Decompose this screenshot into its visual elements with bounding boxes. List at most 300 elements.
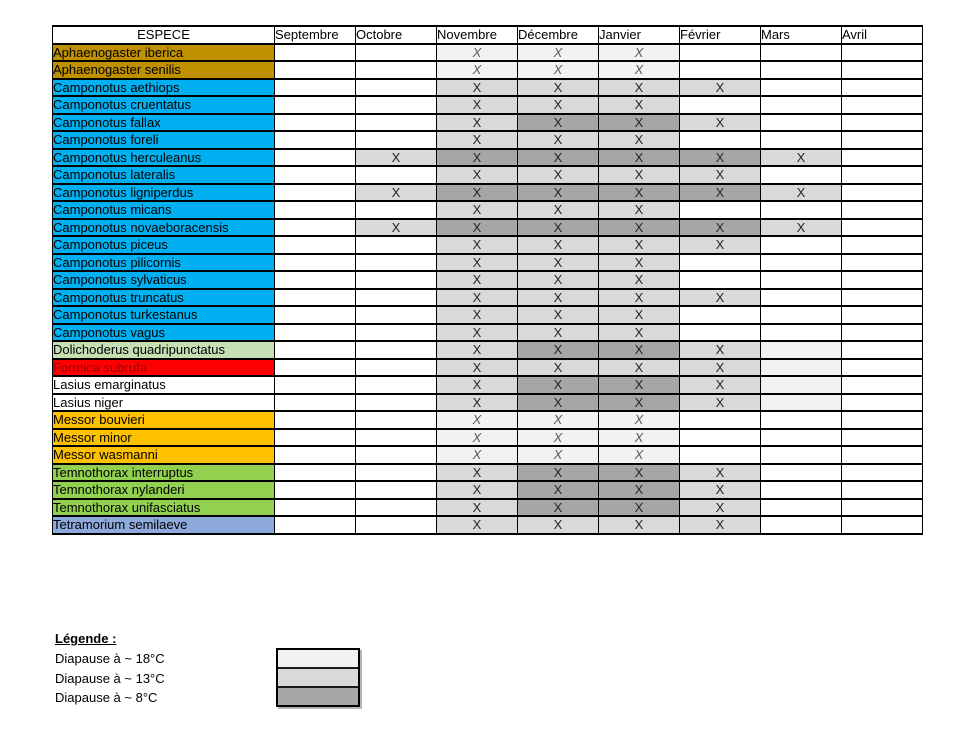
legend-swatch-8c	[278, 686, 358, 705]
month-cell-fevrier: X	[680, 79, 761, 97]
month-cell-octobre	[356, 44, 437, 62]
table-row	[53, 464, 923, 482]
species-cell-lasius-niger: Lasius niger	[53, 394, 275, 412]
month-cell-octobre	[356, 271, 437, 289]
month-cell-janvier: X	[599, 306, 680, 324]
month-cell-novembre: X	[437, 201, 518, 219]
month-cell-avril	[842, 516, 923, 534]
month-cell-septembre	[275, 289, 356, 307]
month-cell-fevrier	[680, 131, 761, 149]
month-cell-fevrier: X	[680, 359, 761, 377]
month-cell-octobre	[356, 96, 437, 114]
table-row	[53, 324, 923, 342]
month-cell-fevrier: X	[680, 376, 761, 394]
month-cell-decembre: X	[518, 131, 599, 149]
column-header-decembre: Décembre	[518, 26, 599, 44]
month-cell-decembre: X	[518, 516, 599, 534]
table-row	[53, 306, 923, 324]
species-cell-camponotus-piceus: Camponotus piceus	[53, 236, 275, 254]
month-cell-septembre	[275, 516, 356, 534]
month-cell-septembre	[275, 499, 356, 517]
month-cell-octobre	[356, 114, 437, 132]
month-cell-avril	[842, 219, 923, 237]
month-cell-septembre	[275, 166, 356, 184]
month-cell-novembre: X	[437, 271, 518, 289]
month-cell-avril	[842, 289, 923, 307]
column-header-janvier: Janvier	[599, 26, 680, 44]
month-cell-decembre: X	[518, 44, 599, 62]
month-cell-fevrier	[680, 201, 761, 219]
species-cell-temnothorax-interruptus: Temnothorax interruptus	[53, 464, 275, 482]
month-cell-octobre	[356, 254, 437, 272]
table-row	[53, 481, 923, 499]
month-cell-fevrier	[680, 61, 761, 79]
month-cell-mars	[761, 44, 842, 62]
month-cell-septembre	[275, 79, 356, 97]
table-row	[53, 341, 923, 359]
month-cell-septembre	[275, 236, 356, 254]
month-cell-novembre: X	[437, 324, 518, 342]
month-cell-fevrier	[680, 44, 761, 62]
species-cell-dolichoderus-quadripunctatus: Dolichoderus quadripunctatus	[53, 341, 275, 359]
month-cell-janvier: X	[599, 289, 680, 307]
month-cell-fevrier	[680, 411, 761, 429]
month-cell-novembre: X	[437, 184, 518, 202]
table-row	[53, 79, 923, 97]
month-cell-novembre: X	[437, 149, 518, 167]
month-cell-decembre: X	[518, 254, 599, 272]
species-cell-camponotus-sylvaticus: Camponotus sylvaticus	[53, 271, 275, 289]
month-cell-janvier: X	[599, 464, 680, 482]
month-cell-fevrier: X	[680, 464, 761, 482]
species-cell-tetramorium-semilaeve: Tetramorium semilaeve	[53, 516, 275, 534]
month-cell-decembre: X	[518, 79, 599, 97]
table-row	[53, 516, 923, 534]
month-cell-mars	[761, 376, 842, 394]
month-cell-fevrier	[680, 254, 761, 272]
month-cell-novembre: X	[437, 394, 518, 412]
month-cell-avril	[842, 306, 923, 324]
month-cell-fevrier: X	[680, 394, 761, 412]
month-cell-mars	[761, 306, 842, 324]
month-cell-novembre: X	[437, 376, 518, 394]
month-cell-avril	[842, 271, 923, 289]
month-cell-novembre: X	[437, 516, 518, 534]
month-cell-octobre	[356, 394, 437, 412]
month-cell-novembre: X	[437, 464, 518, 482]
column-header-espece: ESPECE	[53, 26, 275, 44]
month-cell-avril	[842, 254, 923, 272]
month-cell-octobre	[356, 166, 437, 184]
table-row	[53, 114, 923, 132]
month-cell-avril	[842, 131, 923, 149]
month-cell-octobre	[356, 464, 437, 482]
month-cell-janvier: X	[599, 411, 680, 429]
species-cell-messor-minor: Messor minor	[53, 429, 275, 447]
table-row	[53, 201, 923, 219]
month-cell-mars	[761, 411, 842, 429]
month-cell-janvier: X	[599, 114, 680, 132]
species-cell-aphaenogaster-iberica: Aphaenogaster iberica	[53, 44, 275, 62]
month-cell-mars	[761, 79, 842, 97]
month-cell-decembre: X	[518, 219, 599, 237]
month-cell-avril	[842, 149, 923, 167]
month-cell-novembre: X	[437, 446, 518, 464]
month-cell-avril	[842, 324, 923, 342]
month-cell-avril	[842, 394, 923, 412]
table-row	[53, 131, 923, 149]
month-cell-decembre: X	[518, 324, 599, 342]
month-cell-octobre	[356, 306, 437, 324]
table-row	[53, 359, 923, 377]
legend-swatch-box	[276, 648, 360, 707]
month-cell-decembre: X	[518, 96, 599, 114]
month-cell-octobre: X	[356, 184, 437, 202]
month-cell-janvier: X	[599, 131, 680, 149]
month-cell-octobre	[356, 131, 437, 149]
month-cell-decembre: X	[518, 429, 599, 447]
month-cell-decembre: X	[518, 376, 599, 394]
legend-item-18c: Diapause à ~ 18°C	[55, 651, 165, 666]
month-cell-novembre: X	[437, 359, 518, 377]
month-cell-novembre: X	[437, 44, 518, 62]
month-cell-mars	[761, 114, 842, 132]
month-cell-janvier: X	[599, 429, 680, 447]
month-cell-mars	[761, 166, 842, 184]
column-header-mars: Mars	[761, 26, 842, 44]
month-cell-janvier: X	[599, 166, 680, 184]
month-cell-novembre: X	[437, 254, 518, 272]
month-cell-avril	[842, 166, 923, 184]
month-cell-novembre: X	[437, 499, 518, 517]
month-cell-septembre	[275, 271, 356, 289]
month-cell-decembre: X	[518, 341, 599, 359]
table-row	[53, 184, 923, 202]
month-cell-janvier: X	[599, 359, 680, 377]
table-row	[53, 61, 923, 79]
month-cell-decembre: X	[518, 114, 599, 132]
month-cell-janvier: X	[599, 219, 680, 237]
month-cell-janvier: X	[599, 236, 680, 254]
month-cell-avril	[842, 201, 923, 219]
month-cell-fevrier: X	[680, 516, 761, 534]
month-cell-decembre: X	[518, 184, 599, 202]
month-cell-septembre	[275, 44, 356, 62]
species-cell-messor-wasmanni: Messor wasmanni	[53, 446, 275, 464]
month-cell-mars	[761, 359, 842, 377]
month-cell-mars: X	[761, 184, 842, 202]
column-header-septembre: Septembre	[275, 26, 356, 44]
month-cell-octobre	[356, 289, 437, 307]
month-cell-fevrier: X	[680, 499, 761, 517]
month-cell-decembre: X	[518, 61, 599, 79]
month-cell-mars	[761, 289, 842, 307]
month-cell-mars	[761, 341, 842, 359]
month-cell-novembre: X	[437, 166, 518, 184]
month-cell-fevrier	[680, 324, 761, 342]
month-cell-janvier: X	[599, 254, 680, 272]
month-cell-fevrier: X	[680, 184, 761, 202]
month-cell-mars	[761, 131, 842, 149]
table-row	[53, 149, 923, 167]
month-cell-mars	[761, 394, 842, 412]
species-cell-camponotus-micans: Camponotus micans	[53, 201, 275, 219]
species-cell-camponotus-ligniperdus: Camponotus ligniperdus	[53, 184, 275, 202]
month-cell-fevrier: X	[680, 481, 761, 499]
month-cell-decembre: X	[518, 464, 599, 482]
month-cell-avril	[842, 411, 923, 429]
month-cell-novembre: X	[437, 236, 518, 254]
month-cell-janvier: X	[599, 394, 680, 412]
month-cell-septembre	[275, 114, 356, 132]
legend	[55, 629, 165, 708]
month-cell-septembre	[275, 464, 356, 482]
month-cell-fevrier: X	[680, 341, 761, 359]
table-row	[53, 44, 923, 62]
month-cell-fevrier: X	[680, 289, 761, 307]
month-cell-septembre	[275, 411, 356, 429]
month-cell-decembre: X	[518, 289, 599, 307]
month-cell-septembre	[275, 481, 356, 499]
table-row	[53, 446, 923, 464]
table-row	[53, 289, 923, 307]
month-cell-septembre	[275, 446, 356, 464]
month-cell-novembre: X	[437, 96, 518, 114]
month-cell-septembre	[275, 394, 356, 412]
table-row	[53, 219, 923, 237]
month-cell-avril	[842, 464, 923, 482]
month-cell-mars	[761, 61, 842, 79]
column-header-octobre: Octobre	[356, 26, 437, 44]
month-cell-septembre	[275, 254, 356, 272]
month-cell-novembre: X	[437, 61, 518, 79]
month-cell-mars	[761, 429, 842, 447]
month-cell-mars	[761, 516, 842, 534]
month-cell-octobre	[356, 411, 437, 429]
table-row	[53, 166, 923, 184]
month-cell-avril	[842, 499, 923, 517]
column-header-novembre: Novembre	[437, 26, 518, 44]
month-cell-decembre: X	[518, 446, 599, 464]
species-cell-temnothorax-nylanderi: Temnothorax nylanderi	[53, 481, 275, 499]
month-cell-janvier: X	[599, 201, 680, 219]
month-cell-decembre: X	[518, 149, 599, 167]
month-cell-fevrier	[680, 271, 761, 289]
month-cell-avril	[842, 481, 923, 499]
month-cell-octobre	[356, 446, 437, 464]
month-cell-octobre	[356, 324, 437, 342]
month-cell-decembre: X	[518, 411, 599, 429]
month-cell-avril	[842, 61, 923, 79]
species-cell-lasius-emarginatus: Lasius emarginatus	[53, 376, 275, 394]
species-cell-camponotus-foreli: Camponotus foreli	[53, 131, 275, 149]
month-cell-avril	[842, 429, 923, 447]
month-cell-janvier: X	[599, 184, 680, 202]
month-cell-novembre: X	[437, 481, 518, 499]
month-cell-septembre	[275, 184, 356, 202]
month-cell-janvier: X	[599, 516, 680, 534]
month-cell-avril	[842, 236, 923, 254]
month-cell-fevrier: X	[680, 219, 761, 237]
month-cell-septembre	[275, 219, 356, 237]
month-cell-avril	[842, 359, 923, 377]
month-cell-janvier: X	[599, 96, 680, 114]
species-cell-temnothorax-unifasciatus: Temnothorax unifasciatus	[53, 499, 275, 517]
legend-item-13c: Diapause à ~ 13°C	[55, 670, 165, 686]
month-cell-novembre: X	[437, 131, 518, 149]
month-cell-octobre	[356, 481, 437, 499]
month-cell-novembre: X	[437, 114, 518, 132]
month-cell-janvier: X	[599, 324, 680, 342]
month-cell-octobre	[356, 61, 437, 79]
month-cell-fevrier: X	[680, 166, 761, 184]
column-header-avril: Avril	[842, 26, 923, 44]
month-cell-janvier: X	[599, 44, 680, 62]
table-row	[53, 254, 923, 272]
month-cell-octobre	[356, 359, 437, 377]
month-cell-janvier: X	[599, 499, 680, 517]
month-cell-septembre	[275, 324, 356, 342]
month-cell-decembre: X	[518, 499, 599, 517]
month-cell-fevrier	[680, 96, 761, 114]
month-cell-fevrier	[680, 429, 761, 447]
species-cell-camponotus-vagus: Camponotus vagus	[53, 324, 275, 342]
month-cell-avril	[842, 184, 923, 202]
month-cell-septembre	[275, 149, 356, 167]
month-cell-mars	[761, 201, 842, 219]
table-row	[53, 236, 923, 254]
table-row	[53, 429, 923, 447]
month-cell-fevrier: X	[680, 149, 761, 167]
month-cell-mars: X	[761, 219, 842, 237]
month-cell-fevrier: X	[680, 236, 761, 254]
month-cell-mars: X	[761, 149, 842, 167]
month-cell-decembre: X	[518, 306, 599, 324]
month-cell-novembre: X	[437, 306, 518, 324]
month-cell-janvier: X	[599, 341, 680, 359]
month-cell-novembre: X	[437, 411, 518, 429]
month-cell-septembre	[275, 96, 356, 114]
month-cell-octobre	[356, 79, 437, 97]
month-cell-fevrier	[680, 306, 761, 324]
species-cell-camponotus-lateralis: Camponotus lateralis	[53, 166, 275, 184]
month-cell-decembre: X	[518, 166, 599, 184]
month-cell-mars	[761, 96, 842, 114]
month-cell-avril	[842, 114, 923, 132]
month-cell-septembre	[275, 376, 356, 394]
species-cell-camponotus-novaeboracensis: Camponotus novaeboracensis	[53, 219, 275, 237]
month-cell-octobre	[356, 236, 437, 254]
month-cell-mars	[761, 464, 842, 482]
month-cell-fevrier	[680, 446, 761, 464]
species-cell-camponotus-turkestanus: Camponotus turkestanus	[53, 306, 275, 324]
species-cell-camponotus-fallax: Camponotus fallax	[53, 114, 275, 132]
month-cell-octobre	[356, 429, 437, 447]
species-cell-camponotus-cruentatus: Camponotus cruentatus	[53, 96, 275, 114]
month-cell-mars	[761, 236, 842, 254]
table-row	[53, 411, 923, 429]
table-row	[53, 394, 923, 412]
month-cell-octobre	[356, 516, 437, 534]
month-cell-avril	[842, 79, 923, 97]
month-cell-decembre: X	[518, 271, 599, 289]
month-cell-mars	[761, 481, 842, 499]
month-cell-decembre: X	[518, 359, 599, 377]
header-row	[53, 26, 923, 44]
month-cell-septembre	[275, 341, 356, 359]
legend-swatch-13c	[278, 667, 358, 686]
month-cell-avril	[842, 446, 923, 464]
legend-title: Légende :	[55, 631, 117, 646]
month-cell-octobre	[356, 499, 437, 517]
table-row	[53, 376, 923, 394]
month-cell-decembre: X	[518, 201, 599, 219]
table-row	[53, 271, 923, 289]
table-row	[53, 96, 923, 114]
species-cell-camponotus-herculeanus: Camponotus herculeanus	[53, 149, 275, 167]
month-cell-janvier: X	[599, 79, 680, 97]
month-cell-decembre: X	[518, 236, 599, 254]
month-cell-octobre: X	[356, 219, 437, 237]
species-cell-messor-bouvieri: Messor bouvieri	[53, 411, 275, 429]
month-cell-septembre	[275, 61, 356, 79]
month-cell-avril	[842, 44, 923, 62]
species-cell-formica-subrufa: Formica subrufa	[53, 359, 275, 377]
month-cell-decembre: X	[518, 394, 599, 412]
month-cell-novembre: X	[437, 219, 518, 237]
month-cell-janvier: X	[599, 271, 680, 289]
month-cell-novembre: X	[437, 289, 518, 307]
month-cell-avril	[842, 341, 923, 359]
month-cell-janvier: X	[599, 446, 680, 464]
month-cell-avril	[842, 376, 923, 394]
month-cell-octobre: X	[356, 149, 437, 167]
month-cell-septembre	[275, 429, 356, 447]
month-cell-mars	[761, 254, 842, 272]
month-cell-decembre: X	[518, 481, 599, 499]
month-cell-janvier: X	[599, 481, 680, 499]
month-cell-septembre	[275, 306, 356, 324]
month-cell-septembre	[275, 359, 356, 377]
column-header-fevrier: Février	[680, 26, 761, 44]
month-cell-octobre	[356, 341, 437, 359]
month-cell-janvier: X	[599, 376, 680, 394]
legend-swatch-18c	[278, 650, 358, 667]
month-cell-septembre	[275, 201, 356, 219]
month-cell-janvier: X	[599, 149, 680, 167]
month-cell-novembre: X	[437, 341, 518, 359]
species-cell-camponotus-aethiops: Camponotus aethiops	[53, 79, 275, 97]
month-cell-mars	[761, 324, 842, 342]
table-row	[53, 499, 923, 517]
species-cell-camponotus-pilicornis: Camponotus pilicornis	[53, 254, 275, 272]
month-cell-septembre	[275, 131, 356, 149]
diapause-table	[52, 25, 923, 535]
month-cell-avril	[842, 96, 923, 114]
month-cell-fevrier: X	[680, 114, 761, 132]
legend-item-8c: Diapause à ~ 8°C	[55, 690, 158, 705]
month-cell-mars	[761, 499, 842, 517]
species-cell-aphaenogaster-senilis: Aphaenogaster senilis	[53, 61, 275, 79]
month-cell-janvier: X	[599, 61, 680, 79]
month-cell-octobre	[356, 201, 437, 219]
month-cell-mars	[761, 446, 842, 464]
month-cell-novembre: X	[437, 79, 518, 97]
species-cell-camponotus-truncatus: Camponotus truncatus	[53, 289, 275, 307]
month-cell-octobre	[356, 376, 437, 394]
month-cell-mars	[761, 271, 842, 289]
month-cell-novembre: X	[437, 429, 518, 447]
